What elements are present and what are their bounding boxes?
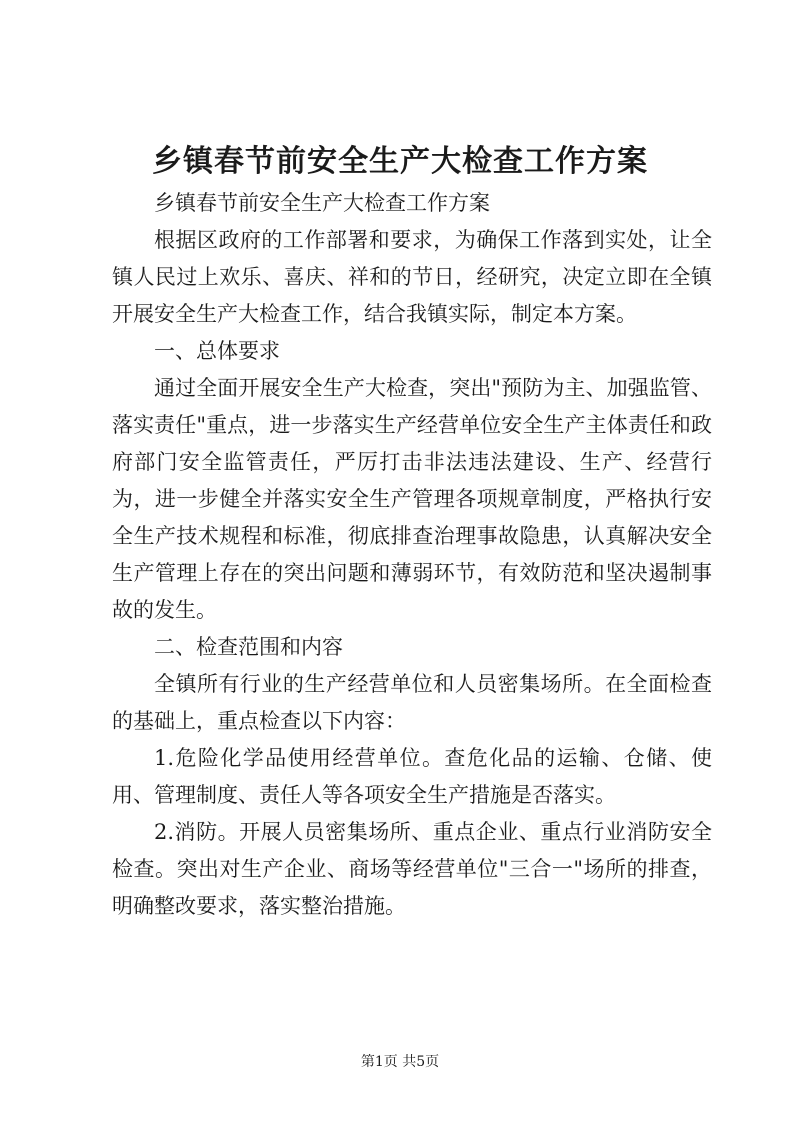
section-heading-general-requirements: 一、总体要求: [154, 339, 280, 363]
paragraph-scope: 全镇所有行业的生产经营单位和人员密集场所。在全面检查的基础上，重点检查以下内容：: [112, 672, 712, 733]
paragraph-general-requirements: 通过全面开展安全生产大检查，突出"预防为主、加强监管、落实责任"重点，进一步落实生产经营单位安全生产主体责任和政府部门安全监管责任，严厉打击非法违法建设、生产、经营行为，进一步健全并落实安全生产管理各项规章制度，严格执行安全生产技术规程和标准，彻底排查治理事故隐患，认真解决安全生产管理上存在的突出问题和薄弱环节，有效防范和坚决遏制事故的发生。: [112, 376, 712, 622]
list-item-hazardous-chemicals: 1.危险化学品使用经营单位。查危化品的运输、仓储、使用、管理制度、责任人等各项安全生产措施是否落实。: [112, 746, 712, 807]
paragraph-subtitle: 乡镇春节前安全生产大检查工作方案: [154, 191, 490, 215]
page-number-footer: 第1页 共5页: [360, 1054, 440, 1070]
section-heading-scope-and-content: 二、检查范围和内容: [154, 635, 343, 659]
document-body: [112, 185, 712, 925]
paragraph-intro: 根据区政府的工作部署和要求，为确保工作落到实处，让全镇人民过上欢乐、喜庆、祥和的节日，经研究，决定立即在全镇开展安全生产大检查工作，结合我镇实际，制定本方案。: [112, 228, 712, 326]
list-item-fire-safety: 2.消防。开展人员密集场所、重点企业、重点行业消防安全检查。突出对生产企业、商场等经营单位"三合一"场所的排查，明确整改要求，落实整治措施。: [112, 820, 712, 918]
document-title: 乡镇春节前安全生产大检查工作方案: [152, 144, 648, 179]
